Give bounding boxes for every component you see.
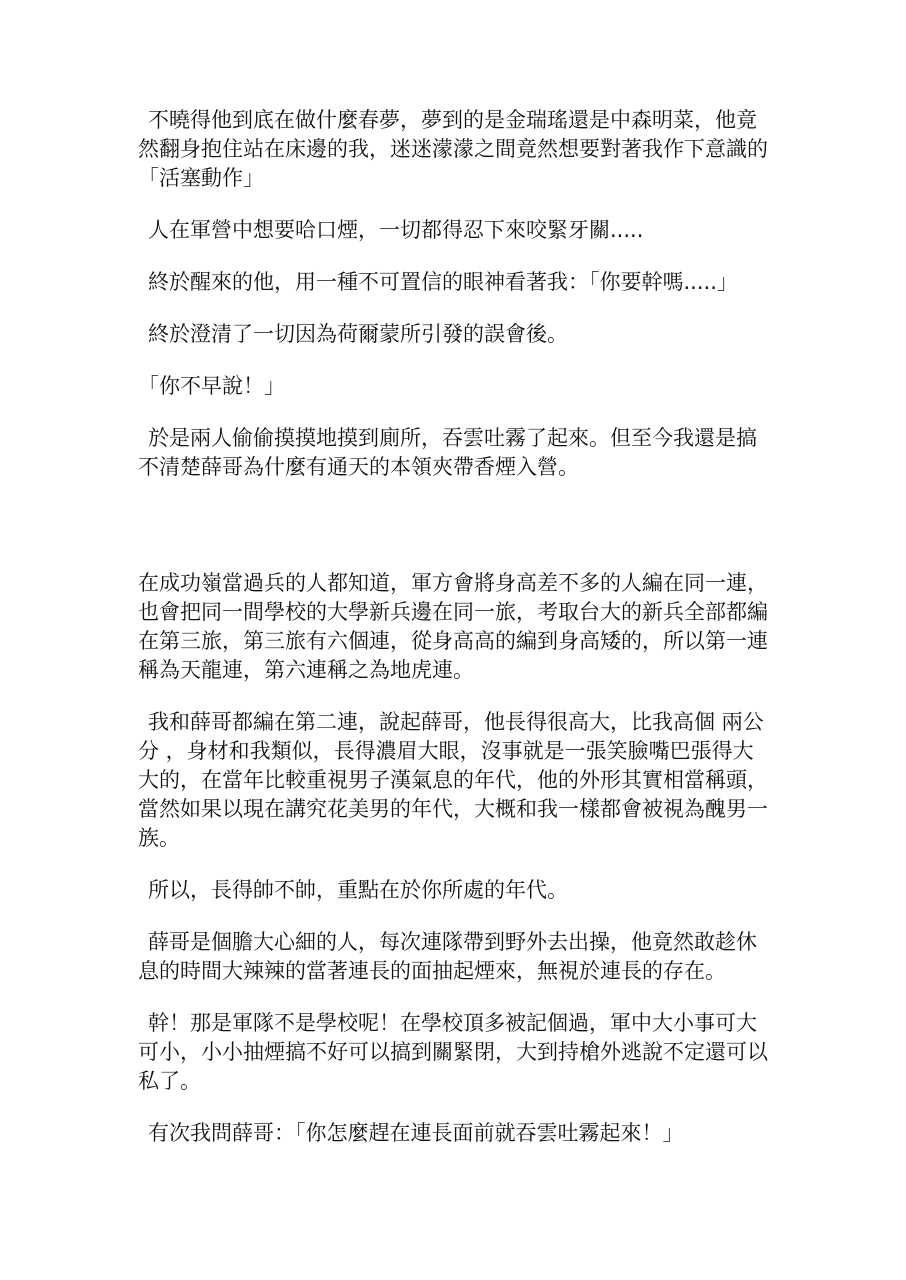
paragraph: 我和薛哥都編在第二連，說起薛哥，他長得很高大，比我高個 兩公分 ，身材和我類似，長得濃眉大眼，沒事就是一張笑臉嘴巴張得大大的，在當年比較重視男子漢氣息的年代，他的外形其實相當稱頭，當然如果以現在講究花美男的年代，大概和我一樣都會被視為醜男一族。 [138, 710, 768, 850]
paragraph: 有次我問薛哥：「你怎麼趕在連長面前就吞雲吐霧起來！」 [148, 1121, 684, 1145]
document-body [138, 106, 772, 1171]
paragraph: 終於澄清了一切因為荷爾蒙所引發的誤會後。 [148, 322, 568, 346]
paragraph: 所以，長得帥不帥，重點在於你所處的年代。 [148, 878, 568, 902]
section-gap [138, 505, 772, 569]
paragraph: 終於醒來的他，用一種不可置信的眼神看著我：「你要幹嗎.....」 [148, 270, 738, 294]
paragraph: 於是兩人偷偷摸摸地摸到廁所，吞雲吐霧了起來。但至今我還是搞不清楚薛哥為什麼有通天的本領夾帶香煙入營。 [138, 426, 757, 479]
paragraph: 不曉得他到底在做什麼春夢，夢到的是金瑞瑤還是中森明菜，他竟然翻身抱住站在床邊的我，迷迷濛濛之間竟然想要對著我作下意識的「活塞動作」 [138, 108, 768, 190]
paragraph: 在成功嶺當過兵的人都知道，軍方會將身高差不多的人編在同一連，也會把同一間學校的大學新兵邊在同一旅，考取台大的新兵全部都編在第三旅，第三旅有六個連，從身高高的編到身高矮的，所以第一連稱為天龍連，第六連稱之為地虎連。 [138, 571, 768, 682]
paragraph: 人在軍營中想要哈口煙，一切都得忍下來咬緊牙關..... [148, 218, 644, 242]
paragraph: 幹！那是軍隊不是學校呢！在學校頂多被記個過，軍中大小事可大可小，小小抽煙搞不好可以搞到關緊閉，大到持槍外逃說不定還可以私了。 [138, 1011, 768, 1093]
paragraph: 薛哥是個膽大心細的人，每次連隊帶到野外去出操，他竟然敢趁休息的時間大辣辣的當著連長的面抽起煙來，無視於連長的存在。 [138, 930, 757, 983]
paragraph: 「你不早說！」 [138, 374, 285, 398]
